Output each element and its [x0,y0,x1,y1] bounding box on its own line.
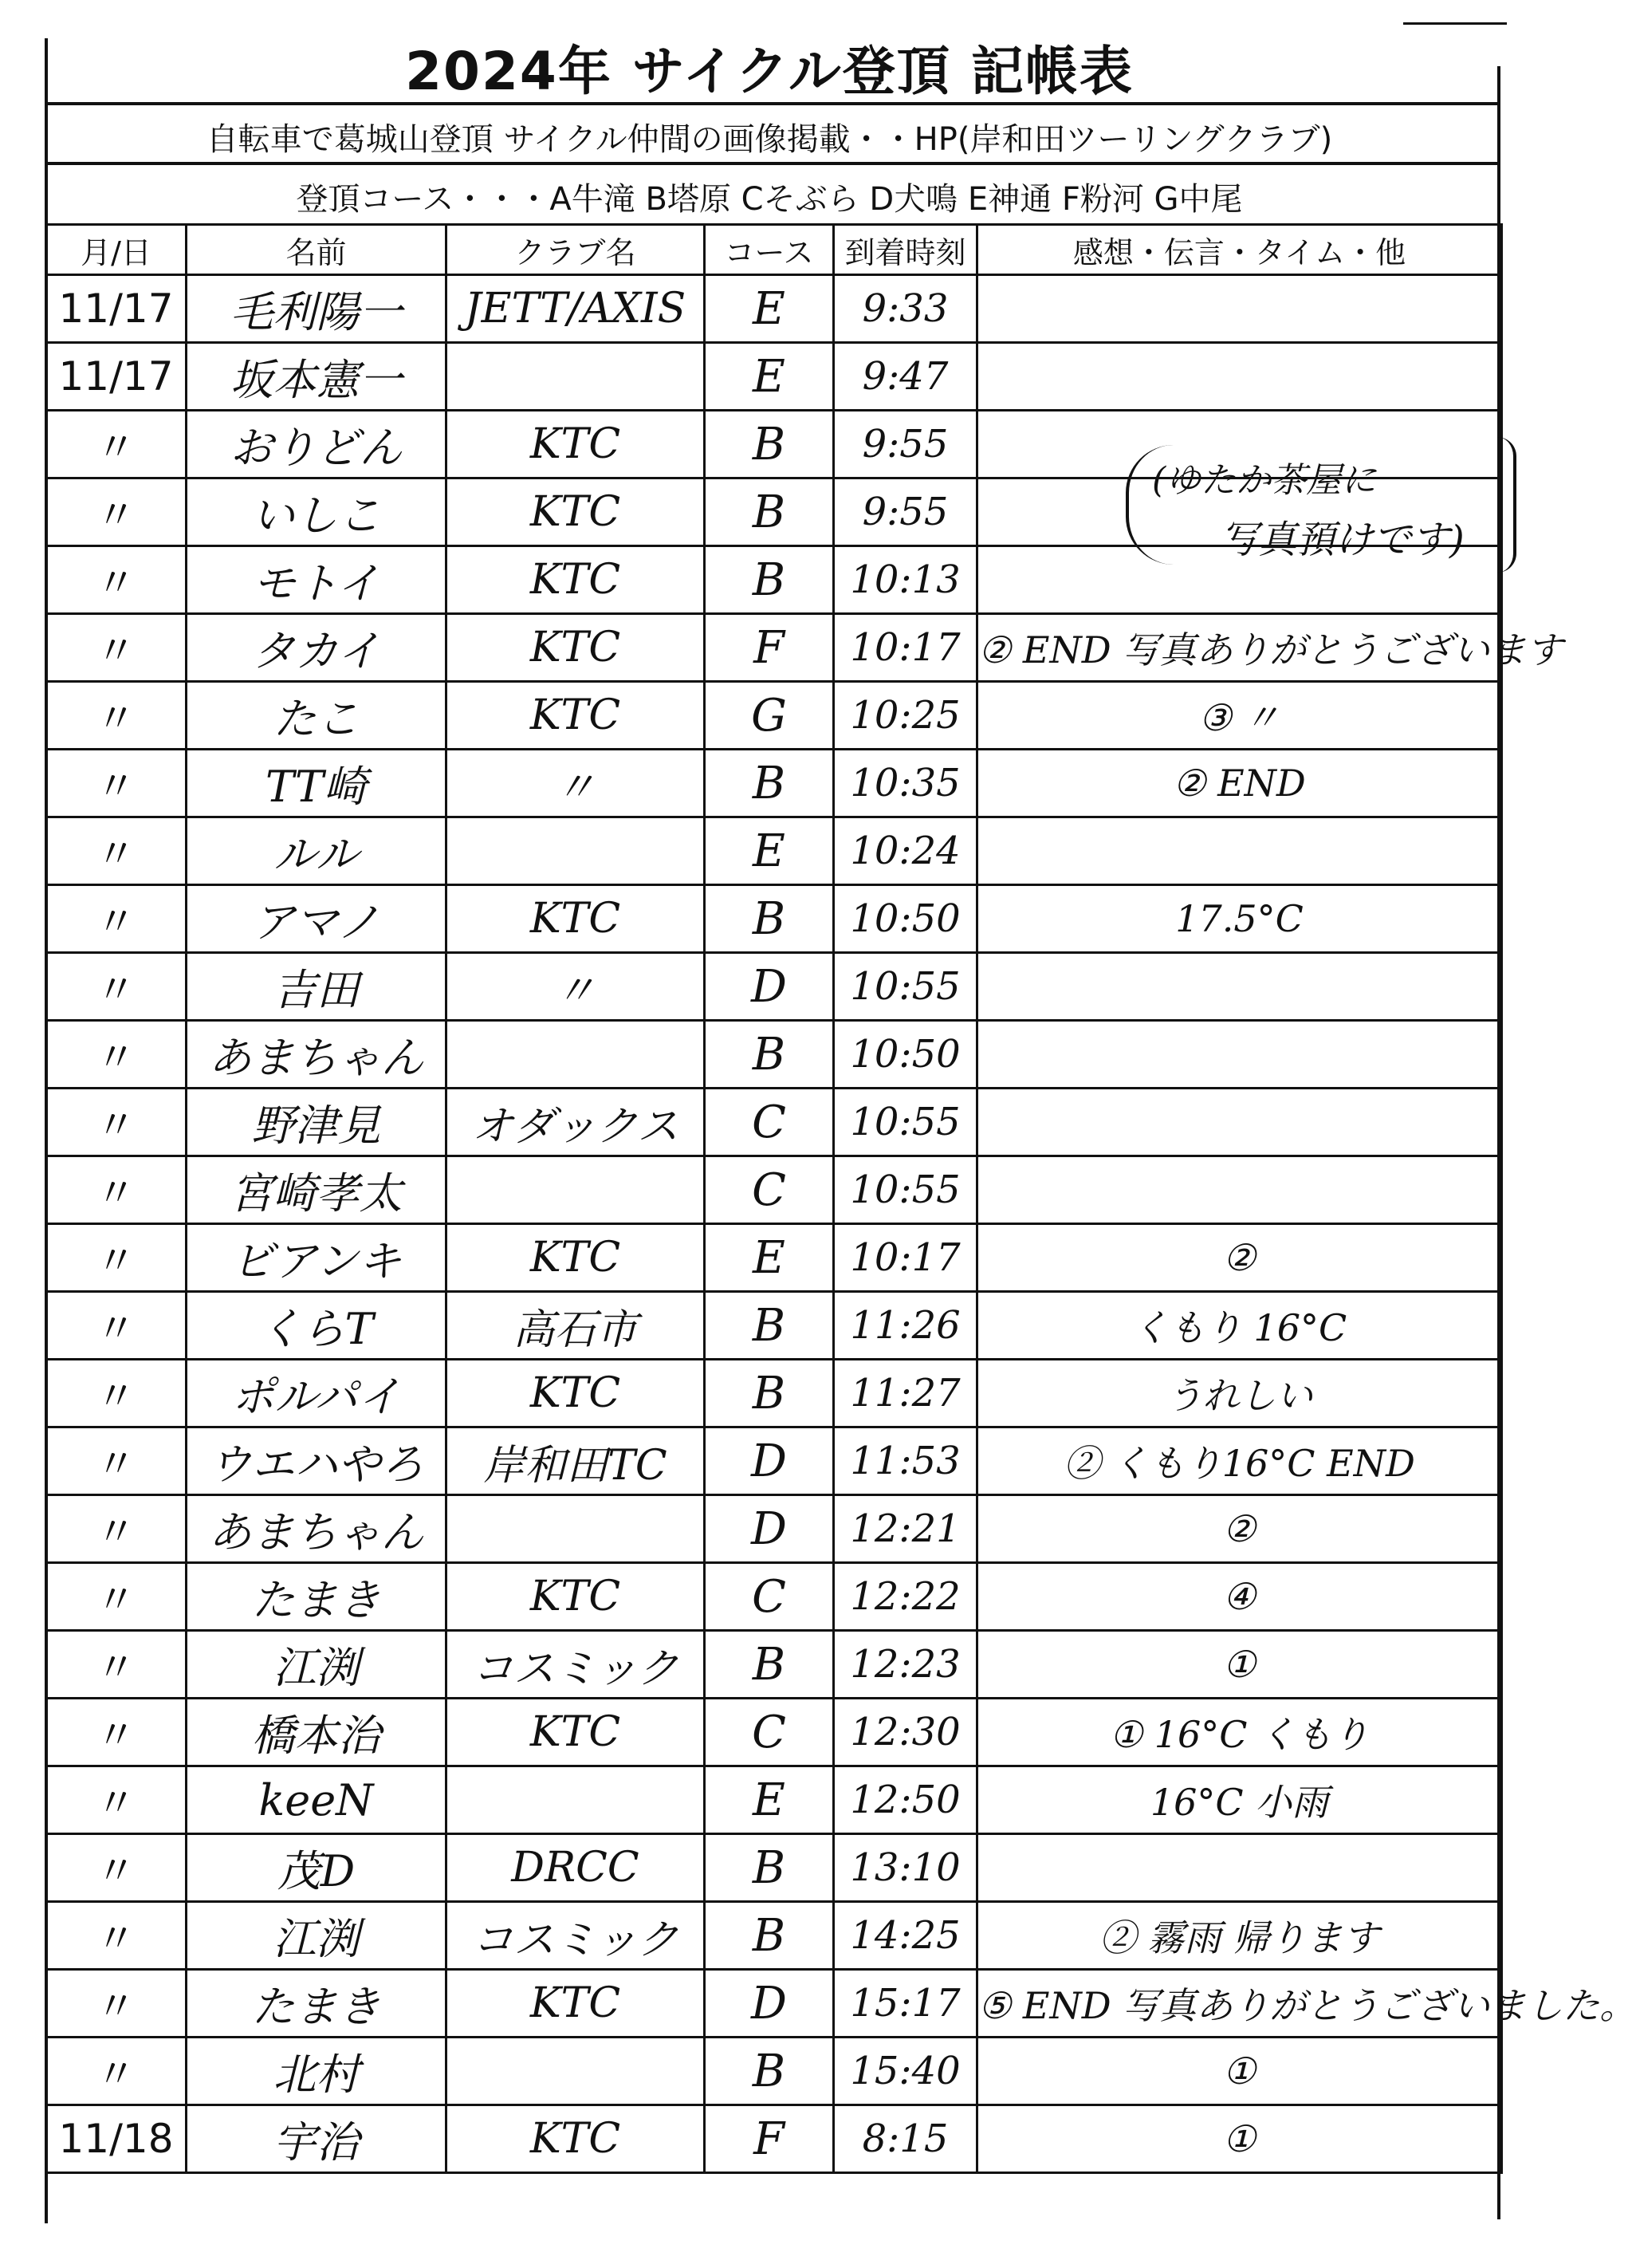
table-row [46,817,1502,885]
table-row [46,1495,1502,1563]
entry-club: KTC [446,478,705,546]
entry-time: 15:17 [834,1970,977,2038]
entry-note: 17.5°C [977,885,1502,953]
entry-course: D [705,1970,834,2038]
bracket-note-line2: 写真預けです) [1220,518,1465,562]
entry-club: DRCC [446,1834,705,1902]
entry-course: E [705,275,834,343]
entry-note: ⑤ END 写真ありがとうございました。 [977,1970,1502,2038]
entry-course: G [705,682,834,750]
entry-course: C [705,1156,834,1224]
entry-note: ① [977,2038,1502,2105]
entry-date: 〃 [46,1156,187,1224]
entry-date: 〃 [46,1766,187,1834]
entry-date: 〃 [46,1563,187,1631]
entry-date: 〃 [46,1699,187,1766]
entry-time: 12:21 [834,1495,977,1563]
entry-name: モトイ [187,546,446,614]
entry-time: 9:33 [834,275,977,343]
entry-name: タカイ [187,614,446,682]
entry-time: 9:47 [834,343,977,411]
entry-note [977,1089,1502,1156]
entry-name: ビアンキ [187,1224,446,1292]
entry-name: 吉田 [187,953,446,1021]
entry-course: B [705,1360,834,1427]
entry-club: 岸和田TC [446,1427,705,1495]
entry-club: KTC [446,411,705,478]
table-row [46,1563,1502,1631]
entry-date: 〃 [46,546,187,614]
entry-name: 橋本治 [187,1699,446,1766]
table-row [46,1902,1502,1970]
entry-course: B [705,1631,834,1699]
entry-date: 11/17 [46,343,187,411]
title-divider [45,102,1500,105]
entry-time: 10:17 [834,1224,977,1292]
entry-date: 〃 [46,953,187,1021]
entry-date: 〃 [46,1427,187,1495]
entry-course: E [705,343,834,411]
entry-note: ① [977,2105,1502,2173]
entry-note: ② END 写真ありがとうございます [977,614,1502,682]
entry-date: 〃 [46,1224,187,1292]
entry-date: 〃 [46,750,187,817]
entry-club: JETT/AXIS [446,275,705,343]
header-course: コース [705,225,834,275]
entry-time: 10:50 [834,885,977,953]
header-notes: 感想・伝言・タイム・他 [977,225,1502,275]
register-sheet [40,22,1636,2247]
entry-name: くらT [187,1292,446,1360]
entry-date: 〃 [46,1902,187,1970]
entry-time: 9:55 [834,411,977,478]
entry-club [446,1021,705,1089]
entry-date: 〃 [46,1834,187,1902]
entry-course: B [705,1902,834,1970]
entry-time: 10:55 [834,953,977,1021]
entry-name: 野津見 [187,1089,446,1156]
entry-name: 江渕 [187,1902,446,1970]
entry-club: オダックス [446,1089,705,1156]
entry-note: うれしい [977,1360,1502,1427]
entry-course: F [705,614,834,682]
entry-name: 江渕 [187,1631,446,1699]
entry-course: B [705,478,834,546]
entry-time: 8:15 [834,2105,977,2173]
entry-name: 坂本憲一 [187,343,446,411]
entry-club: 〃 [446,750,705,817]
entry-club: 高石市 [446,1292,705,1360]
entry-club [446,1156,705,1224]
entry-course: B [705,1834,834,1902]
entry-club: コスミック [446,1631,705,1699]
entry-club: KTC [446,1970,705,2038]
entry-course: B [705,411,834,478]
table-row [46,682,1502,750]
entry-club: KTC [446,682,705,750]
entry-course: B [705,885,834,953]
subtitle-divider [45,162,1500,165]
header-date: 月/日 [46,225,187,275]
entry-club: コスミック [446,1902,705,1970]
entry-note: ② END [977,750,1502,817]
table-row [46,1360,1502,1427]
page-title: 2024年 サイクル登頂 記帳表 [405,41,1134,102]
corner-tick [1403,22,1507,25]
table-row [46,275,1502,343]
entry-name: ポルパイ [187,1360,446,1427]
table-row [46,1224,1502,1292]
entry-club: KTC [446,1360,705,1427]
entry-club: KTC [446,885,705,953]
entry-time: 12:22 [834,1563,977,1631]
entry-time: 11:53 [834,1427,977,1495]
entry-time: 12:50 [834,1766,977,1834]
entry-date: 〃 [46,1631,187,1699]
entry-club [446,2038,705,2105]
entry-date: 〃 [46,817,187,885]
entry-time: 12:30 [834,1699,977,1766]
entry-name: ウエハやろ [187,1427,446,1495]
entry-name: 毛利陽一 [187,275,446,343]
entry-course: C [705,1699,834,1766]
table-row [46,750,1502,817]
entry-club [446,1495,705,1563]
entry-time: 12:23 [834,1631,977,1699]
entry-note: ② 霧雨 帰ります [977,1902,1502,1970]
entry-name: TT崎 [187,750,446,817]
entry-course: D [705,953,834,1021]
entry-date: 11/18 [46,2105,187,2173]
entry-date: 〃 [46,411,187,478]
entry-course: B [705,2038,834,2105]
table-row [46,1089,1502,1156]
entry-note: ② [977,1224,1502,1292]
entry-name: あまちゃん [187,1495,446,1563]
entry-time: 10:55 [834,1089,977,1156]
bracket-note-line1: (ゆたか茶屋に [1152,460,1377,501]
entry-note [977,1156,1502,1224]
entry-name: ルル [187,817,446,885]
entry-date: 〃 [46,1970,187,2038]
entry-course: C [705,1563,834,1631]
entry-note: ③ 〃 [977,682,1502,750]
entry-note [977,343,1502,411]
entry-time: 15:40 [834,2038,977,2105]
entry-note: ② [977,1495,1502,1563]
table-row [46,343,1502,411]
table-row [46,1156,1502,1224]
entry-time: 11:26 [834,1292,977,1360]
entry-club [446,343,705,411]
entry-date: 〃 [46,2038,187,2105]
entry-time: 9:55 [834,478,977,546]
entry-name: たまき [187,1563,446,1631]
table-row [46,885,1502,953]
table-row [46,1021,1502,1089]
entry-club: KTC [446,546,705,614]
entry-club [446,1766,705,1834]
entry-note [977,1021,1502,1089]
entry-time: 11:27 [834,1360,977,1427]
entry-date: 〃 [46,1495,187,1563]
entry-date: 〃 [46,1021,187,1089]
entry-time: 10:50 [834,1021,977,1089]
table-row [46,1834,1502,1902]
entry-club: KTC [446,1563,705,1631]
entry-name: 茂D [187,1834,446,1902]
header-arrival: 到着時刻 [834,225,977,275]
entry-time: 10:55 [834,1156,977,1224]
entry-name: たこ [187,682,446,750]
entry-time: 10:17 [834,614,977,682]
entry-course: B [705,750,834,817]
entry-name: 宮崎孝太 [187,1156,446,1224]
entry-course: C [705,1089,834,1156]
entry-club: KTC [446,1224,705,1292]
entry-date: 〃 [46,1360,187,1427]
entry-course: B [705,1292,834,1360]
entry-date: 〃 [46,885,187,953]
entry-time: 10:25 [834,682,977,750]
header-club: クラブ名 [446,225,705,275]
table-row [46,614,1502,682]
entry-name: たまき [187,1970,446,2038]
entry-note [977,817,1502,885]
table-row [46,953,1502,1021]
entry-note [977,1834,1502,1902]
entry-date: 〃 [46,1089,187,1156]
table-row [46,1699,1502,1766]
entry-note: くもり 16°C [977,1292,1502,1360]
entry-date: 〃 [46,682,187,750]
entry-time: 14:25 [834,1902,977,1970]
entry-course: B [705,1021,834,1089]
entry-note [977,953,1502,1021]
entry-club: 〃 [446,953,705,1021]
header-row [46,225,1502,275]
entry-club: KTC [446,1699,705,1766]
table-row [46,1970,1502,2038]
entry-note [977,275,1502,343]
entry-note: ① 16°C くもり [977,1699,1502,1766]
entry-time: 13:10 [834,1834,977,1902]
table-row [46,2038,1502,2105]
entry-course: B [705,546,834,614]
table-row [46,1292,1502,1360]
entry-club: KTC [446,614,705,682]
entry-course: D [705,1427,834,1495]
entry-name: keeN [187,1766,446,1834]
entry-course: E [705,1224,834,1292]
table-row [46,1427,1502,1495]
entry-club [446,817,705,885]
entry-note: ② くもり16°C END [977,1427,1502,1495]
entry-name: 北村 [187,2038,446,2105]
entry-date: 〃 [46,478,187,546]
table-row [46,2105,1502,2173]
entry-note: ① [977,1631,1502,1699]
entry-course: D [705,1495,834,1563]
entry-date: 〃 [46,1292,187,1360]
entry-name: アマノ [187,885,446,953]
entry-time: 10:35 [834,750,977,817]
table-row [46,1631,1502,1699]
entry-course: E [705,817,834,885]
entry-date: 〃 [46,614,187,682]
subtitle: 自転車で葛城山登頂 サイクル仲間の画像掲載・・HP(岸和田ツーリングクラブ) [206,121,1333,158]
entry-course: E [705,1766,834,1834]
entry-course: F [705,2105,834,2173]
entry-note: 16°C 小雨 [977,1766,1502,1834]
entry-name: いしこ [187,478,446,546]
table-row [46,1766,1502,1834]
header-name: 名前 [187,225,446,275]
entry-date: 11/17 [46,275,187,343]
entry-club: KTC [446,2105,705,2173]
bracket-mark-end [1497,437,1516,573]
entry-time: 10:24 [834,817,977,885]
entry-name: おりどん [187,411,446,478]
entry-name: 宇治 [187,2105,446,2173]
entry-note: ④ [977,1563,1502,1631]
entry-name: あまちゃん [187,1021,446,1089]
courses-line: 登頂コース・・・A牛滝 B塔原 Cそぶら D犬鳴 E神通 F粉河 G中尾 [296,181,1243,218]
entry-time: 10:13 [834,546,977,614]
